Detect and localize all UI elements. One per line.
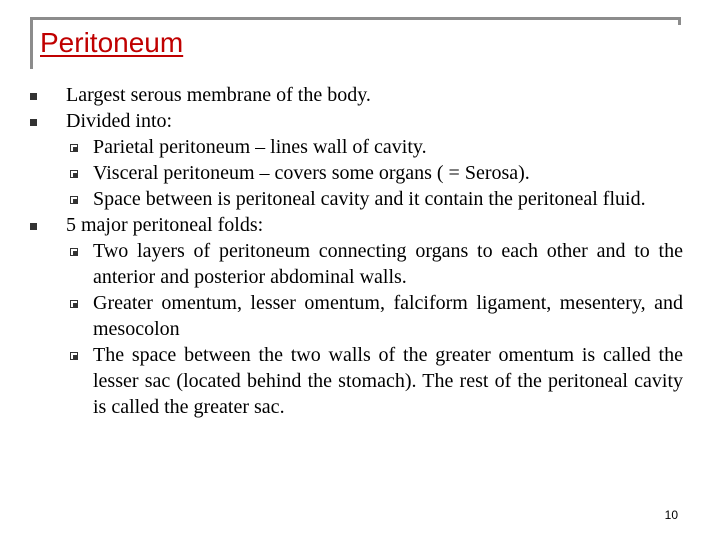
box-bullet-icon — [70, 144, 78, 152]
list-item — [0, 108, 682, 134]
square-bullet-icon — [30, 119, 37, 126]
box-bullet-icon — [70, 170, 78, 178]
sub-list-item-text: Parietal peritoneum – lines wall of cavity. — [93, 136, 427, 158]
page-number: 10 — [664, 508, 678, 522]
square-bullet-icon — [30, 93, 37, 100]
list-item — [0, 82, 682, 108]
sub-list-item-text: The space between the two walls of the greater omentum is called the lesser sac (located behind the stomach). The rest of the peritoneal cavity is called the greater sac. — [93, 344, 683, 418]
box-bullet-icon — [70, 300, 78, 308]
sub-list-item-text: Two layers of peritoneum connecting organs to each other and to the anterior and posterior abdominal walls. — [93, 240, 683, 288]
list-item-text: Largest serous membrane of the body. — [66, 84, 371, 106]
sub-list-item — [0, 342, 683, 420]
sub-list-item — [0, 290, 683, 342]
sub-list-item — [0, 186, 683, 212]
square-bullet-icon — [30, 223, 37, 230]
list-item-text: Divided into: — [66, 110, 173, 132]
sub-list-item-text: Space between is peritoneal cavity and it contain the peritoneal fluid. — [93, 188, 646, 210]
sub-list-item — [0, 160, 683, 186]
sub-list-item — [0, 134, 683, 160]
box-bullet-icon — [70, 196, 78, 204]
slide-title: Peritoneum — [40, 27, 184, 58]
sub-list-item-text: Greater omentum, lesser omentum, falciform ligament, mesentery, and mesocolon — [93, 292, 683, 340]
bullet-list — [0, 82, 720, 420]
box-bullet-icon — [70, 248, 78, 256]
list-item-text: 5 major peritoneal folds: — [66, 214, 264, 236]
box-bullet-icon — [70, 352, 78, 360]
list-item — [0, 212, 682, 238]
sub-list-item-text: Visceral peritoneum – covers some organs ( = Serosa). — [93, 162, 530, 184]
sub-list-item — [0, 238, 683, 290]
